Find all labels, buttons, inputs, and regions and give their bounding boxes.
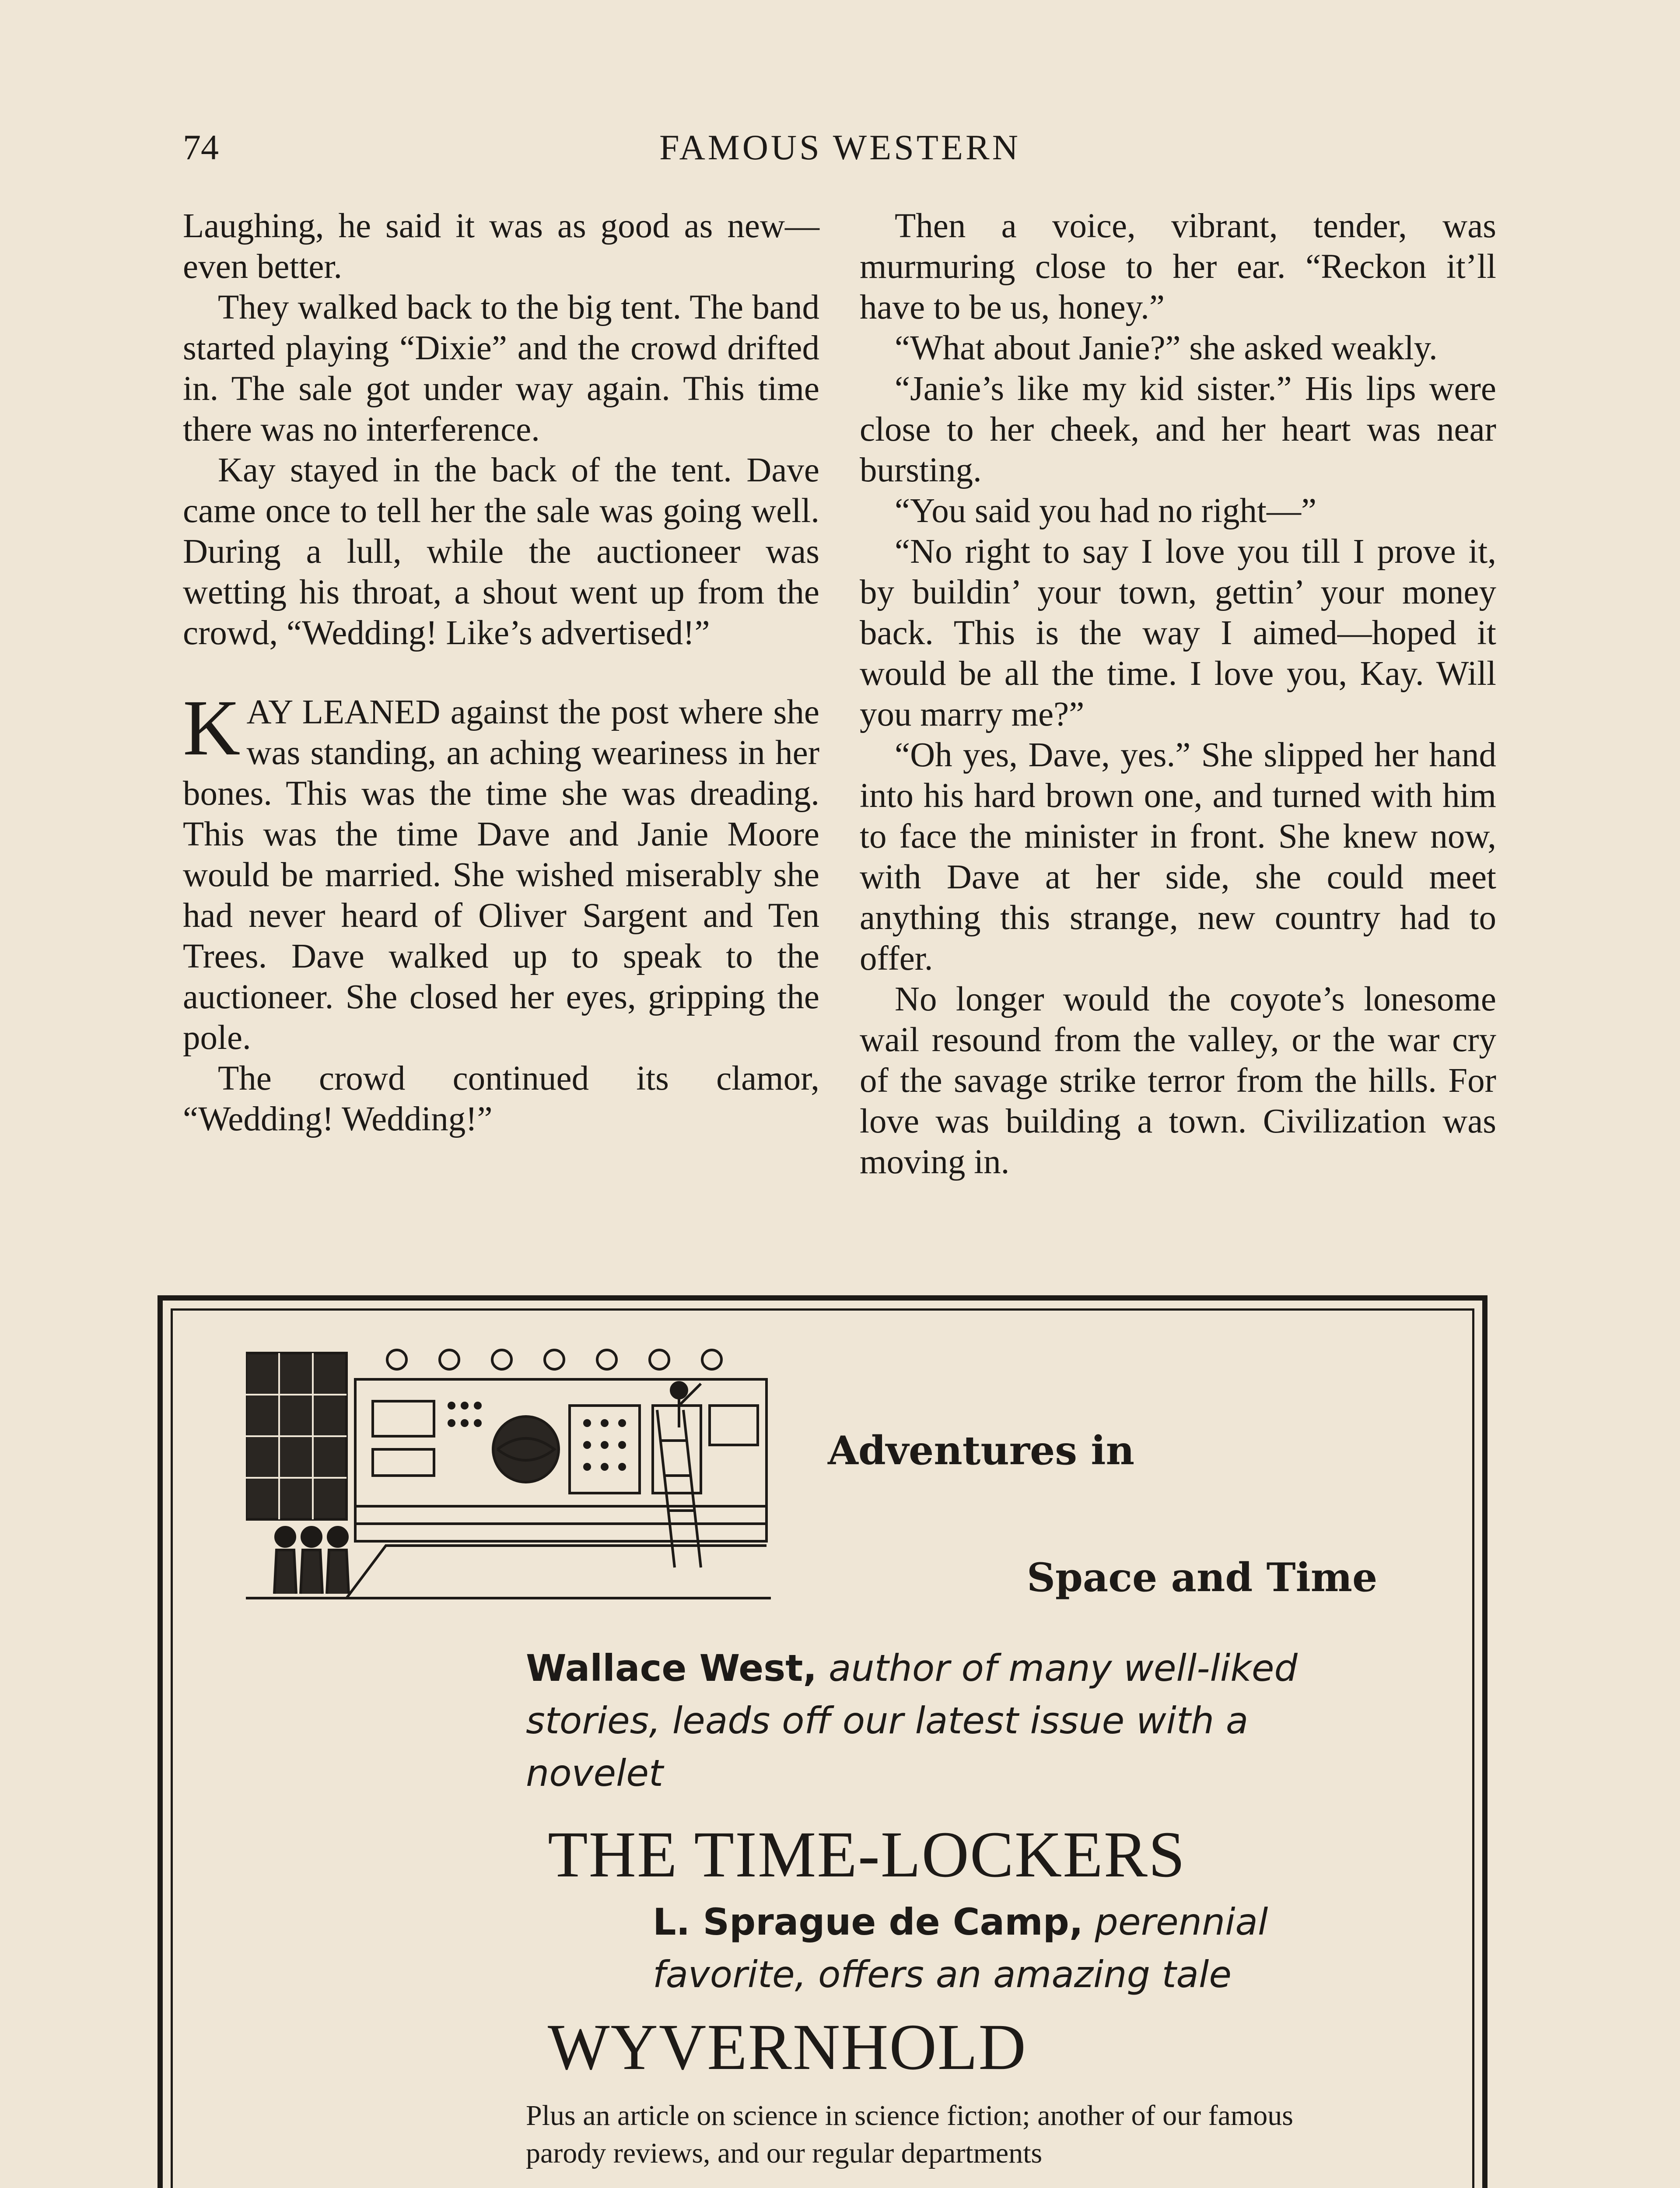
paragraph: Laughing, he said it was as good as new—even better.: [183, 207, 819, 286]
ad-blurb: [526, 1642, 1322, 1799]
paragraph: “Janie’s like my kid sister.” His lips were close to her cheek, and her heart was near bursting.: [860, 370, 1496, 489]
paragraph: Kay stayed in the back of the tent. Dave came once to tell her the sale was going well. During a lull, while the auctioneer was wetting his throat, a shout went up from the crowd, “Wedding! Like’s advertised!”: [183, 451, 819, 652]
ad-headline: Adventures in: [828, 1427, 1135, 1474]
paragraph-section-start: [183, 684, 819, 1058]
paragraph: “You said you had no right—”: [895, 492, 1317, 530]
running-head: FAMOUS WESTERN: [659, 127, 1021, 167]
paragraph: No longer would the coyote’s lonesome wail resound from the valley, or the war cry of the savage strike terror from the hills. For love was building a town. Civilization was moving in.: [860, 980, 1496, 1181]
story-title: THE TIME-LOCKERS: [548, 1818, 1186, 1891]
drop-cap: K: [183, 684, 241, 772]
paragraph: The crowd continued its clamor, “Wedding! Wedding!”: [183, 1059, 819, 1138]
advertisement: [158, 1295, 1488, 2188]
paragraph: “No right to say I love you till I prove it, by buildin’ your town, gettin’ your money back. This is the way I aimed—hoped it would be all the time. I love you, Kay. Will you marry me?”: [860, 533, 1496, 733]
paragraph: “What about Janie?” she asked weakly.: [895, 329, 1438, 367]
author-name: Wallace West,: [526, 1647, 817, 1690]
page-number: 74: [183, 127, 219, 167]
paragraph: “Oh yes, Dave, yes.” She slipped her hand into his hard brown one, and turned with him to face the minister in front. She knew now, with Dave at her side, she could meet anything this strange, new country had to offer.: [860, 736, 1496, 978]
story-column-left: [183, 206, 819, 1140]
control-room-illustration: [246, 1349, 771, 1602]
story-column-right: [860, 206, 1496, 1182]
ad-small-print: Plus an article on science in science fiction; another of our famous parody reviews, and our regular departments: [526, 2100, 1293, 2169]
paragraph: They walked back to the big tent. The band started playing “Dixie” and the crowd drifted in. The sale got under way again. This time there was no interference.: [183, 288, 819, 449]
blurb-text: author of many well-liked stories, leads off our latest issue with a novelet: [526, 1647, 1298, 1795]
blurb-text: perennial favorite, offers an amazing tale: [653, 1900, 1268, 1996]
story-title: WYVERNHOLD: [548, 2011, 1027, 2083]
paragraph: Then a voice, vibrant, tender, was murmuring close to her ear. “Reckon it’ll have to be us, honey.”: [860, 207, 1496, 326]
ad-headline: Space and Time: [1027, 1554, 1378, 1601]
author-name: L. Sprague de Camp,: [653, 1900, 1083, 1943]
ad-blurb: [653, 1896, 1362, 2001]
paragraph-text: AY LEANED against the post where she was standing, an aching weariness in her bones. This was the time she was dreading. This was the time Dave and Janie Moore would be married. She wished miserably she had never heard of Oliver Sargent and Ten Trees. Dave walked up to speak to the auctioneer. She closed her eyes, gripping the pole.: [183, 693, 819, 1057]
